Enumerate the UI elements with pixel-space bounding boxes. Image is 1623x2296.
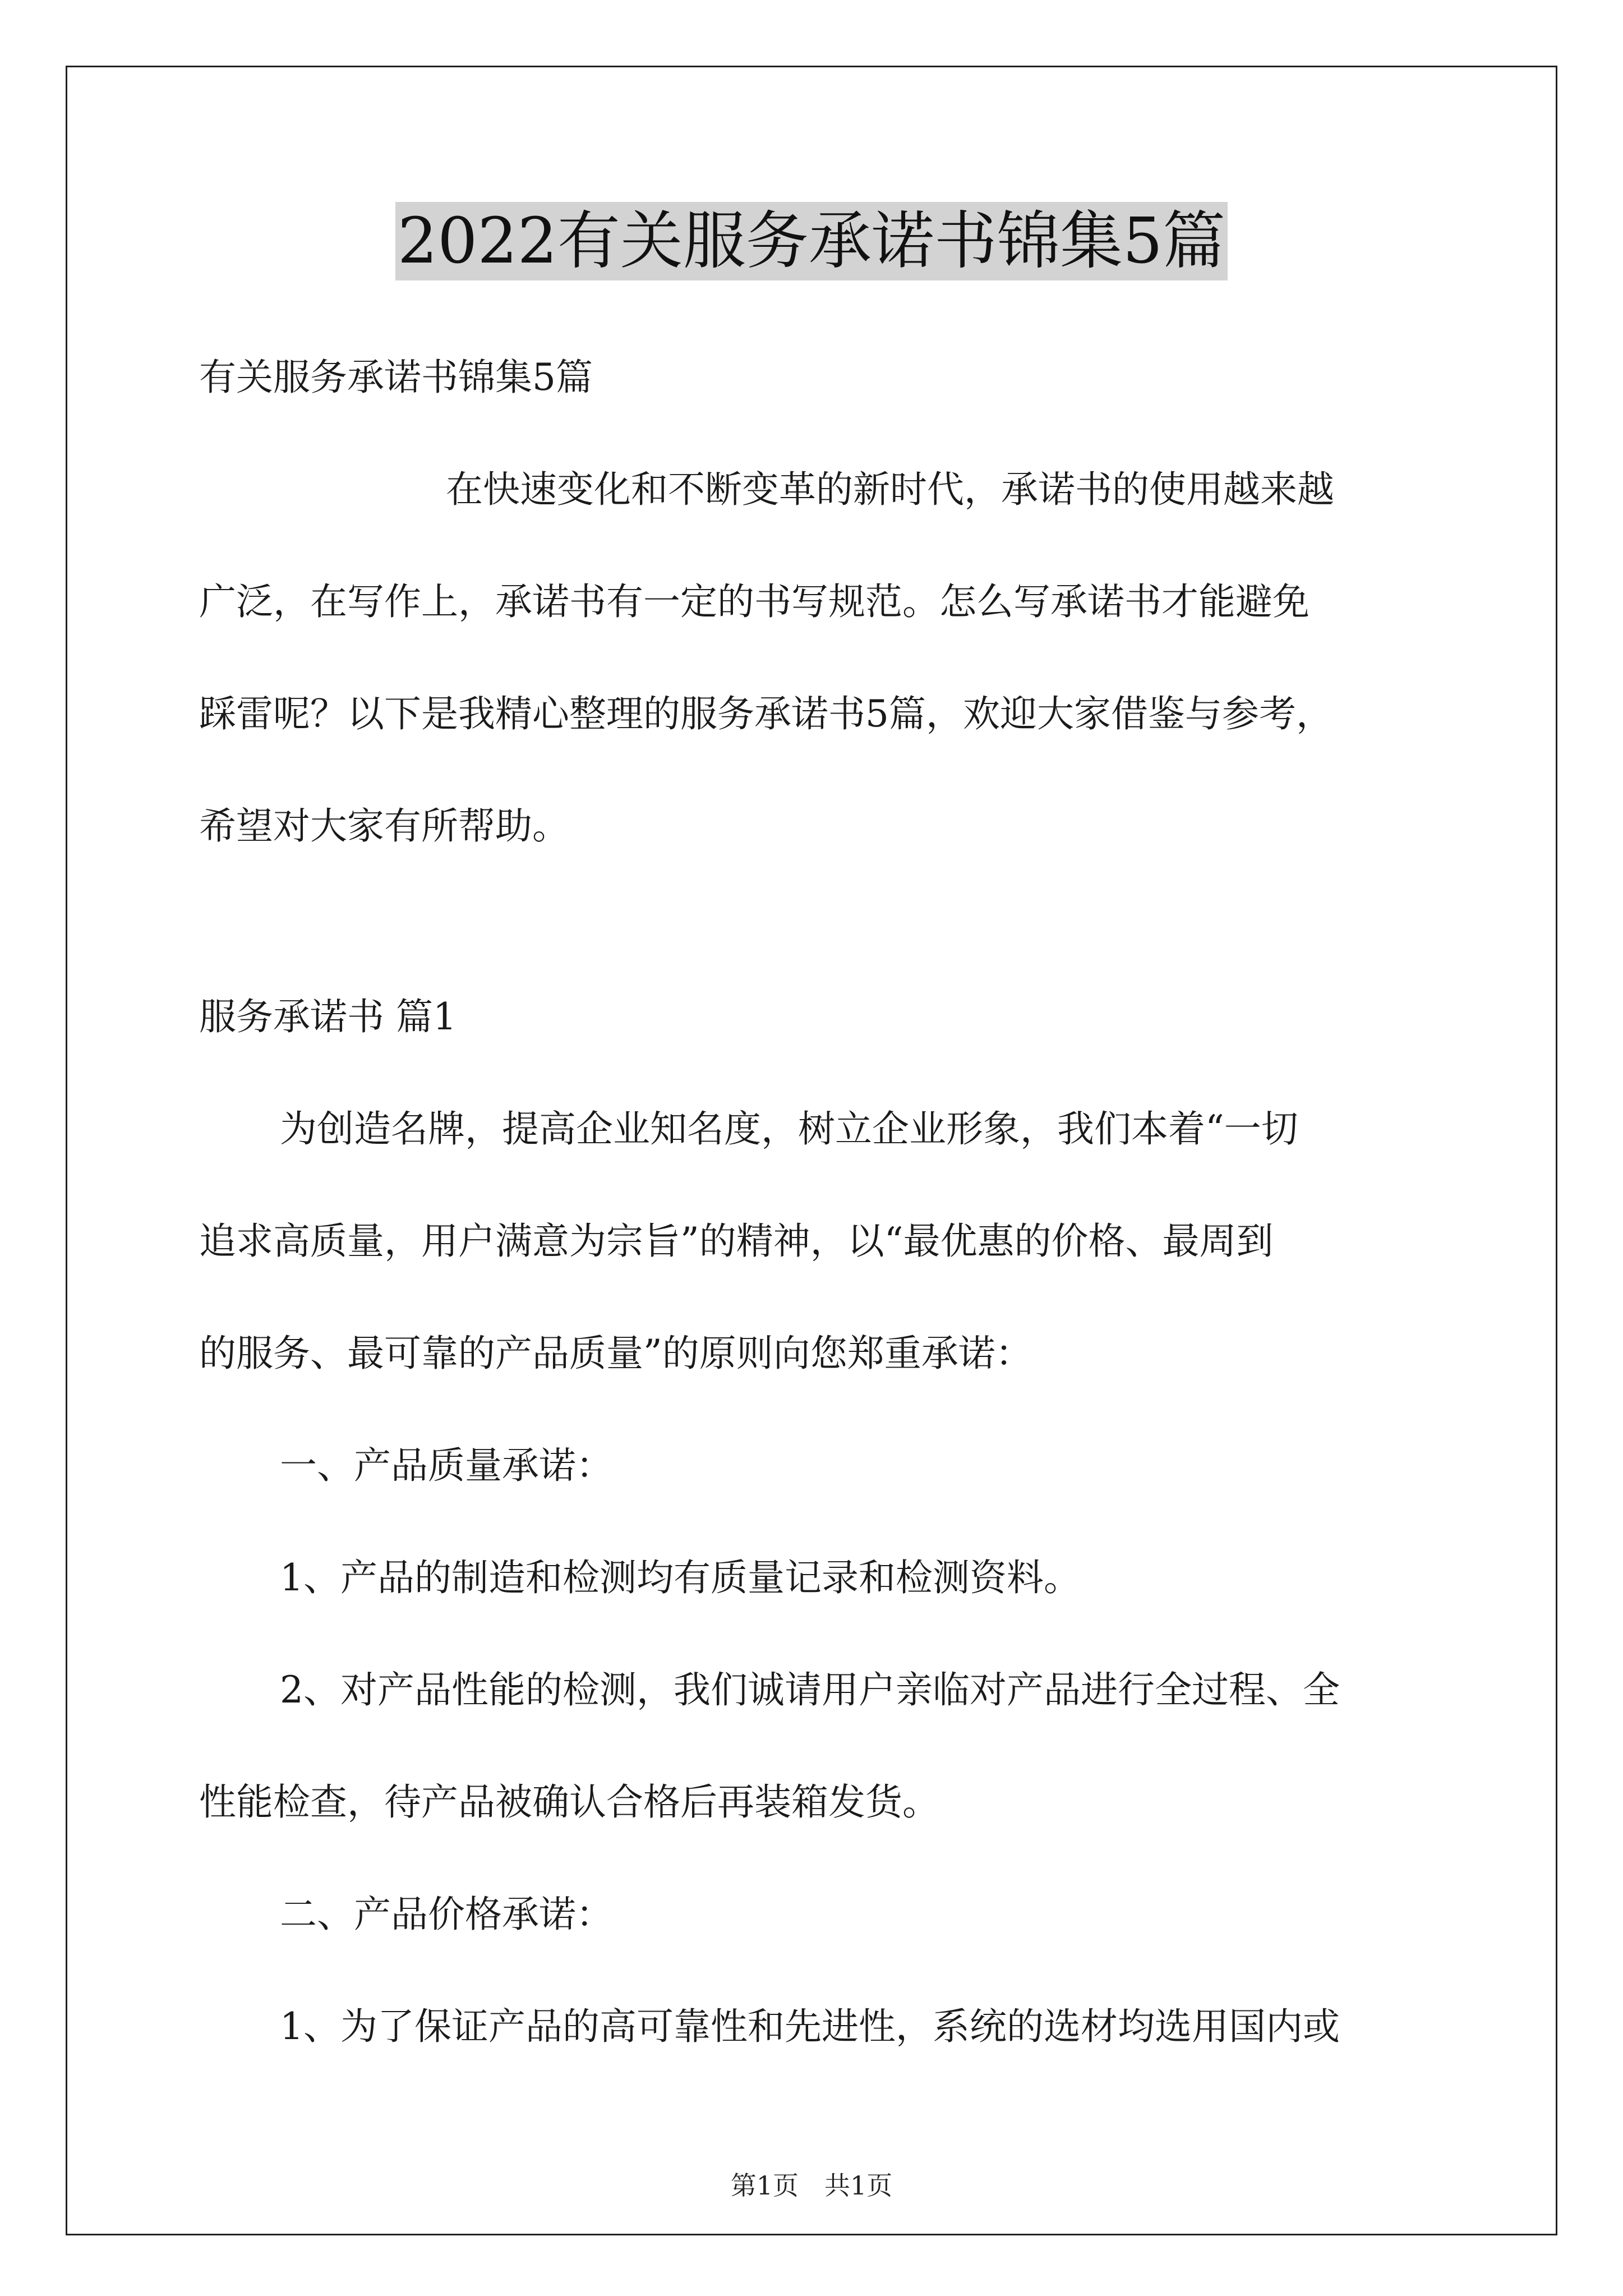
paragraph-line: 的服务、最可靠的产品质量”的原则向您郑重承诺： xyxy=(199,1332,1032,1375)
section-heading: 服务承诺书 篇1 xyxy=(199,995,457,1038)
paragraph-line: 2、对产品性能的检测，我们诚请用户亲临对产品进行全过程、全 xyxy=(280,1668,1340,1711)
paragraph-line: 一、产品质量承诺： xyxy=(280,1444,613,1487)
document-title: 2022有关服务承诺书锦集5篇 xyxy=(395,202,1228,280)
paragraph-line: 性能检查，待产品被确认合格后再装箱发货。 xyxy=(199,1780,939,1824)
paragraph-line: 1、为了保证产品的高可靠性和先进性，系统的选材均选用国内或 xyxy=(280,2005,1340,2048)
paragraph-line: 踩雷呢？以下是我精心整理的服务承诺书5篇，欢迎大家借鉴与参考， xyxy=(199,692,1333,735)
subtitle-line: 有关服务承诺书锦集5篇 xyxy=(199,356,593,399)
paragraph-line: 为创造名牌，提高企业知名度，树立企业形象，我们本着“一切 xyxy=(280,1107,1298,1151)
page-footer: 第1页 共1页 xyxy=(730,2170,893,2201)
paragraph-line: 希望对大家有所帮助。 xyxy=(199,804,569,848)
paragraph-line: 在快速变化和不断变革的新时代，承诺书的使用越来越 xyxy=(446,468,1334,511)
paragraph-line: 二、产品价格承诺： xyxy=(280,1893,613,1936)
paragraph-line: 1、产品的制造和检测均有质量记录和检测资料。 xyxy=(280,1556,1081,1599)
paragraph-line: 广泛，在写作上，承诺书有一定的书写规范。怎么写承诺书才能避免 xyxy=(199,580,1310,623)
title-container xyxy=(0,202,1623,280)
paragraph-line: 追求高质量，用户满意为宗旨”的精神，以“最优惠的价格、最周到 xyxy=(199,1220,1274,1263)
